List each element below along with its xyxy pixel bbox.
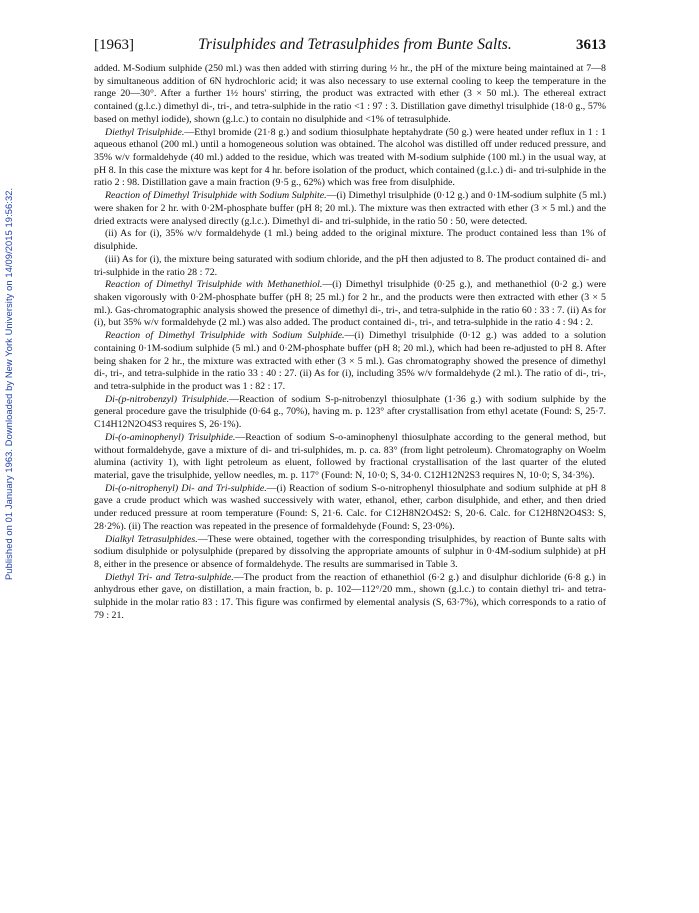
- section-heading: Dialkyl Tetrasulphides.: [105, 533, 198, 545]
- paragraph: [94, 127, 606, 191]
- section-heading: Reaction of Dimethyl Trisulphide with Methanethiol.: [105, 279, 323, 291]
- section-heading: Diethyl Trisulphide.: [105, 126, 185, 138]
- section-heading: Di-(o-nitrophenyl) Di- and Tri-sulphide.: [105, 482, 267, 494]
- section-heading: Diethyl Tri- and Tetra-sulphide.: [105, 571, 234, 583]
- paragraph: [94, 190, 606, 228]
- paragraph: [94, 279, 606, 330]
- article-body: [94, 63, 606, 623]
- download-notice-text: Published on 01 January 1963. Downloaded by New York University on 14/09/2015 19:56:32.: [4, 187, 14, 580]
- section-heading: Reaction of Dimethyl Trisulphide with Sodium Sulphite.: [105, 190, 327, 202]
- paragraph: [94, 254, 606, 279]
- paragraph-text: added. M-Sodium sulphide (250 ml.) was then added with stirring during ½ hr., the pH of the mixture being maintained at 7—8 by simultaneous addition of 6N hydrochloric acid; it was also necessary to use external cooling to keep the temperature in the range 20—30°. After a further 1½ hours' stirring, the product was extracted with ether (3 × 50 ml.). The ethereal extract contained (g.l.c.) dimethyl di-, tri-, and tetra-sulphide in the ratio <1 : 97 : 3. Distillation gave dimethyl trisulphide (18·0 g., 57% based on methyl iodide), shown (g.l.c.) to contain no disulphide and <1% of tetrasulphide.: [94, 63, 606, 125]
- paragraph-text: —The product from the reaction of ethanethiol (6·2 g.) and disulphur dichloride (6·8 g.) in anhydrous ether gave, on distillation, a main fraction, b. p. 102—112°/20 mm., shown (g.l.c.) to contain diethyl tri- and tetra-sulphide in the molar ratio 83 : 17. This figure was confirmed by elemental analysis (S, 63·7%), which corresponds to a ratio of 79 : 21.: [94, 571, 606, 621]
- paragraph-text: —(i) Dimethyl trisulphide (0·12 g.) was added to a solution containing 0·1M-sodium sulphide (5 ml.) and 0·2M-phosphate buffer (pH 8; 20 ml.), which had been re-adjusted to pH 8. After being shaken for 2 hr., the mixture was extracted with ether (3 × 5 ml.). Gas chromatography showed the presence of dimethyl di-, tri-, and tetra-sulphide in the ratio 33 : 40 : 27. (ii) As for (i), including 35% w/v formaldehyde (2 ml.). The ratio of di-, tri-, and tetra-sulphide in the product was 1 : 82 : 17.: [94, 330, 606, 392]
- paragraph-text: —(i) Dimethyl trisulphide (0·25 g.), and methanethiol (0·2 g.) were shaken vigorously with 0·2M-phosphate buffer (pH 8; 25 ml.) for 2 hr., and the products were then extracted with ether (3 × 5 ml.). Gas-chromatographic analysis showed the presence of dimethyl di-, tri-, and tetra-sulphide in the ratio 60 : 33 : 7. (ii) As for (i), but 35% w/v formaldehyde (2 ml.) was also added. The product contained di-, tri-, and tetra-sulphide in the ratio 4 : 94 : 2.: [94, 279, 606, 329]
- paragraph-text: —(i) Dimethyl trisulphide (0·12 g.) and 0·1M-sodium sulphite (5 ml.) were shaken for 2 hr. with 0·2M-phosphate buffer (pH 8; 20 ml.). The mixture was then extracted with ether (3 × 5 ml.) and the dried extracts were analysed directly (g.l.c.). Dimethyl di- and tri-sulphide, in the ratio 50 : 50, were detected.: [94, 190, 606, 227]
- section-heading: Di-(p-nitrobenzyl) Trisulphide.: [105, 393, 230, 405]
- paragraph-text: —(i) Reaction of sodium S-o-nitrophenyl thiosulphate and sodium sulphide at pH 8 gave a crude product which was washed successively with water, ethanol, ether, carbon disulphide, and ether, and then dried under reduced pressure at room temperature (Found: S, 21·6. Calc. for C12H8N2O4S2: S, 20·6. Calc. for C12H8N2O4S3: S, 28·2%). (ii) The reaction was repeated in the presence of formaldehyde (Found: S, 23·0%).: [94, 482, 606, 532]
- running-header: [94, 36, 606, 54]
- paragraph-text: (ii) As for (i), 35% w/v formaldehyde (1 ml.) being added to the original mixture. The product contained less than 1% of disulphide.: [94, 228, 606, 253]
- paragraph: [94, 572, 606, 623]
- header-year: [1963]: [94, 37, 134, 53]
- paragraph: [94, 534, 606, 572]
- paragraph-text: —Ethyl bromide (21·8 g.) and sodium thiosulphate heptahydrate (50 g.) were heated under reflux in 1 : 1 aqueous ethanol (200 ml.) until a homogeneous solution was obtained. The alcohol was distilled off under reduced pressure, and 35% w/v formaldehyde (40 ml.) added to the residue, which was treated with M-sodium sulphide (100 ml.) in the usual way, at pH 8. In this case the mixture was kept for 4 hr. before isolation of the product, which contained (g.l.c.) di- and tri-sulphide in the ratio 2 : 98. Distillation gave a main fraction (9·5 g., 62%) which was free from disulphide.: [94, 126, 607, 189]
- paragraph: [94, 330, 606, 394]
- paragraph-text: (iii) As for (i), the mixture being saturated with sodium chloride, and the pH then adjusted to 8. The product contained di- and tri-sulphide in the ratio 28 : 72.: [94, 253, 606, 278]
- journal-page: [94, 36, 606, 623]
- page-number: 3613: [575, 37, 606, 53]
- paragraph-text: —Reaction of sodium S-p-nitrobenzyl thiosulphate (1·36 g.) with sodium sulphide by the general procedure gave the trisulphide (0·64 g., 70%), having m. p. 123° after crystallisation from ethyl acetate (Found: S, 25·7. C14H12N2O4S3 requires S, 26·1%).: [94, 393, 607, 431]
- paragraph: [94, 483, 606, 534]
- paragraph-text: —Reaction of sodium S-o-aminophenyl thiosulphate according to the general method, but without formaldehyde, gave a mixture of di- and tri-sulphides, m. p. ca. 83° (from light petroleum). Chromatography on Woelm alumina (activity 1), with light petroleum as eluent, followed by fractional crystallisation of the last quarter of the eluted material, gave the trisulphide, yellow needles, m. p. 117° (Found: N, 10·0; S, 34·0. C12H12N2S3 requires N, 10·0; S, 34·3%).: [94, 431, 606, 481]
- paragraph: [94, 394, 606, 432]
- download-watermark: [4, 150, 18, 580]
- paragraph: [94, 432, 606, 483]
- header-title: Trisulphides and Tetrasulphides from Bunte Salts.: [198, 36, 512, 53]
- section-heading: Di-(o-aminophenyl) Trisulphide.: [105, 431, 236, 443]
- paragraph-text: —These were obtained, together with the corresponding trisulphides, by reaction of Bunte salts with sodium disulphide or polysulphide (prepared by dissolving the appropriate amounts of sulphur in 0·4M-sodium sulphide) at pH 8, either in the presence or absence of formaldehyde. The results are summarised in Table 3.: [94, 533, 606, 571]
- paragraph: [94, 63, 606, 127]
- section-heading: Reaction of Dimethyl Trisulphide with Sodium Sulphide.: [105, 330, 345, 342]
- paragraph: [94, 228, 606, 253]
